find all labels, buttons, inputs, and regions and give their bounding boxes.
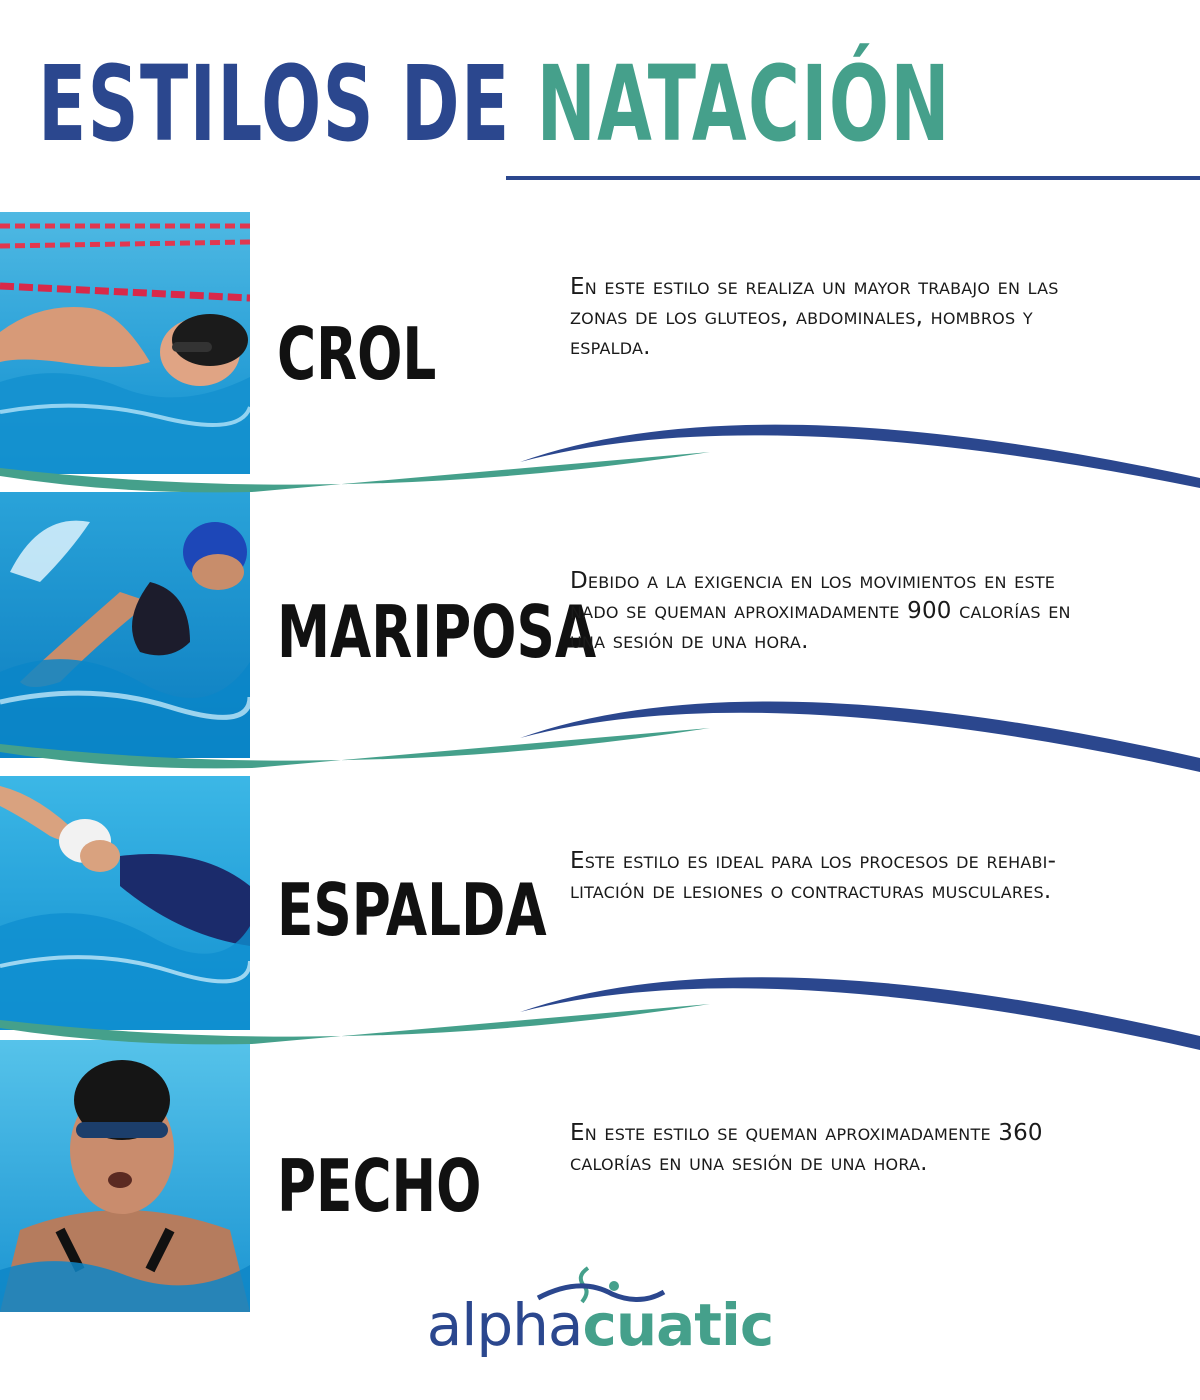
- crol-swimmer-photo: [0, 212, 250, 474]
- page-title: [38, 43, 951, 165]
- style-description-crol: En este estilo se realiza un mayor trabajo en las zonas de los gluteos, abdominales, hombros y espalda.: [570, 274, 1059, 360]
- style-description-espalda: Este estilo es ideal para los procesos de rehabi-litación de lesiones o contracturas musculares.: [570, 848, 1057, 904]
- style-title-crol: CROL: [277, 312, 437, 396]
- brand-logo: [0, 1290, 1200, 1360]
- title-part-estilos: ESTILOS DE: [38, 43, 511, 165]
- brand-part-cuatic: cuatic: [582, 1291, 774, 1359]
- title-part-natacion: NATACIÓN: [536, 43, 951, 165]
- style-title-mariposa: MARIPOSA: [277, 590, 597, 674]
- style-description-pecho: En este estilo se queman aproximadamente 360 calorías en una sesión de una hora.: [570, 1120, 1043, 1176]
- style-title-pecho: PECHO: [277, 1144, 482, 1228]
- pecho-swimmer-photo: [0, 1040, 250, 1312]
- title-underline: [506, 176, 1200, 180]
- brand-part-alpha: alpha: [426, 1291, 583, 1359]
- mariposa-swimmer-photo: [0, 492, 250, 758]
- style-title-espalda: ESPALDA: [277, 868, 547, 952]
- espalda-swimmer-photo: [0, 776, 250, 1030]
- style-description-mariposa: Debido a la exigencia en los movimientos en este nado se queman aproximadamente 900 calorías en una sesión de una hora.: [570, 568, 1071, 654]
